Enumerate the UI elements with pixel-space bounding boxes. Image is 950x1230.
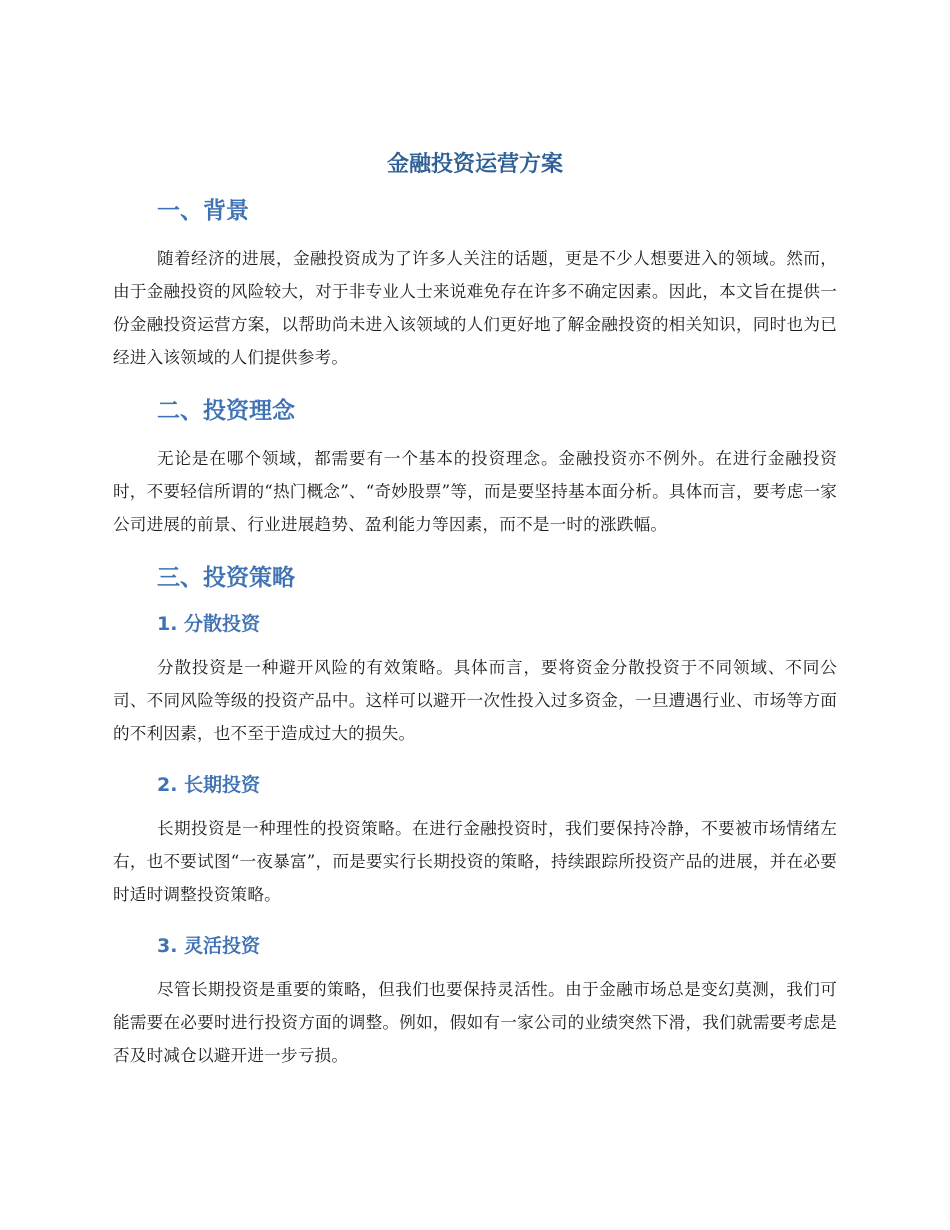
document-page	[113, 148, 837, 1092]
paragraph-philosophy: 无论是在哪个领域，都需要有一个基本的投资理念。金融投资亦不例外。在进行金融投资时，不要轻信所谓的“热门概念”、“奇妙股票”等，而是要坚持基本面分析。具体而言，要考虑一家公司进展的前景、行业进展趋势、盈利能力等因素，而不是一时的涨跌幅。	[113, 449, 837, 534]
subsection-heading-flexible: 3. 灵活投资	[157, 935, 261, 957]
subsection-heading-diversified: 1. 分散投资	[157, 613, 261, 635]
paragraph-diversified: 分散投资是一种避开风险的有效策略。具体而言，要将资金分散投资于不同领域、不同公司、不同风险等级的投资产品中。这样可以避开一次性投入过多资金，一旦遭遇行业、市场等方面的不利因素，也不至于造成过大的损失。	[113, 658, 837, 743]
paragraph-background: 随着经济的进展，金融投资成为了许多人关注的话题，更是不少人想要进入的领域。然而，由于金融投资的风险较大，对于非专业人士来说难免存在许多不确定因素。因此，本文旨在提供一份金融投资运营方案，以帮助尚未进入该领域的人们更好地了解金融投资的相关知识，同时也为已经进入该领域的人们提供参考。	[113, 249, 837, 367]
section-heading-strategy: 三、投资策略	[157, 565, 295, 591]
subsection-heading-long-term: 2. 长期投资	[157, 774, 261, 796]
section-heading-background: 一、背景	[157, 198, 249, 224]
paragraph-long-term: 长期投资是一种理性的投资策略。在进行金融投资时，我们要保持冷静，不要被市场情绪左右，也不要试图“一夜暴富”，而是要实行长期投资的策略，持续跟踪所投资产品的进展，并在必要时适时调整投资策略。	[113, 819, 837, 904]
section-heading-philosophy: 二、投资理念	[157, 398, 295, 424]
paragraph-flexible: 尽管长期投资是重要的策略，但我们也要保持灵活性。由于金融市场总是变幻莫测，我们可能需要在必要时进行投资方面的调整。例如，假如有一家公司的业绩突然下滑，我们就需要考虑是否及时减仓以避开进一步亏损。	[113, 980, 837, 1065]
document-title: 金融投资运营方案	[386, 152, 563, 177]
